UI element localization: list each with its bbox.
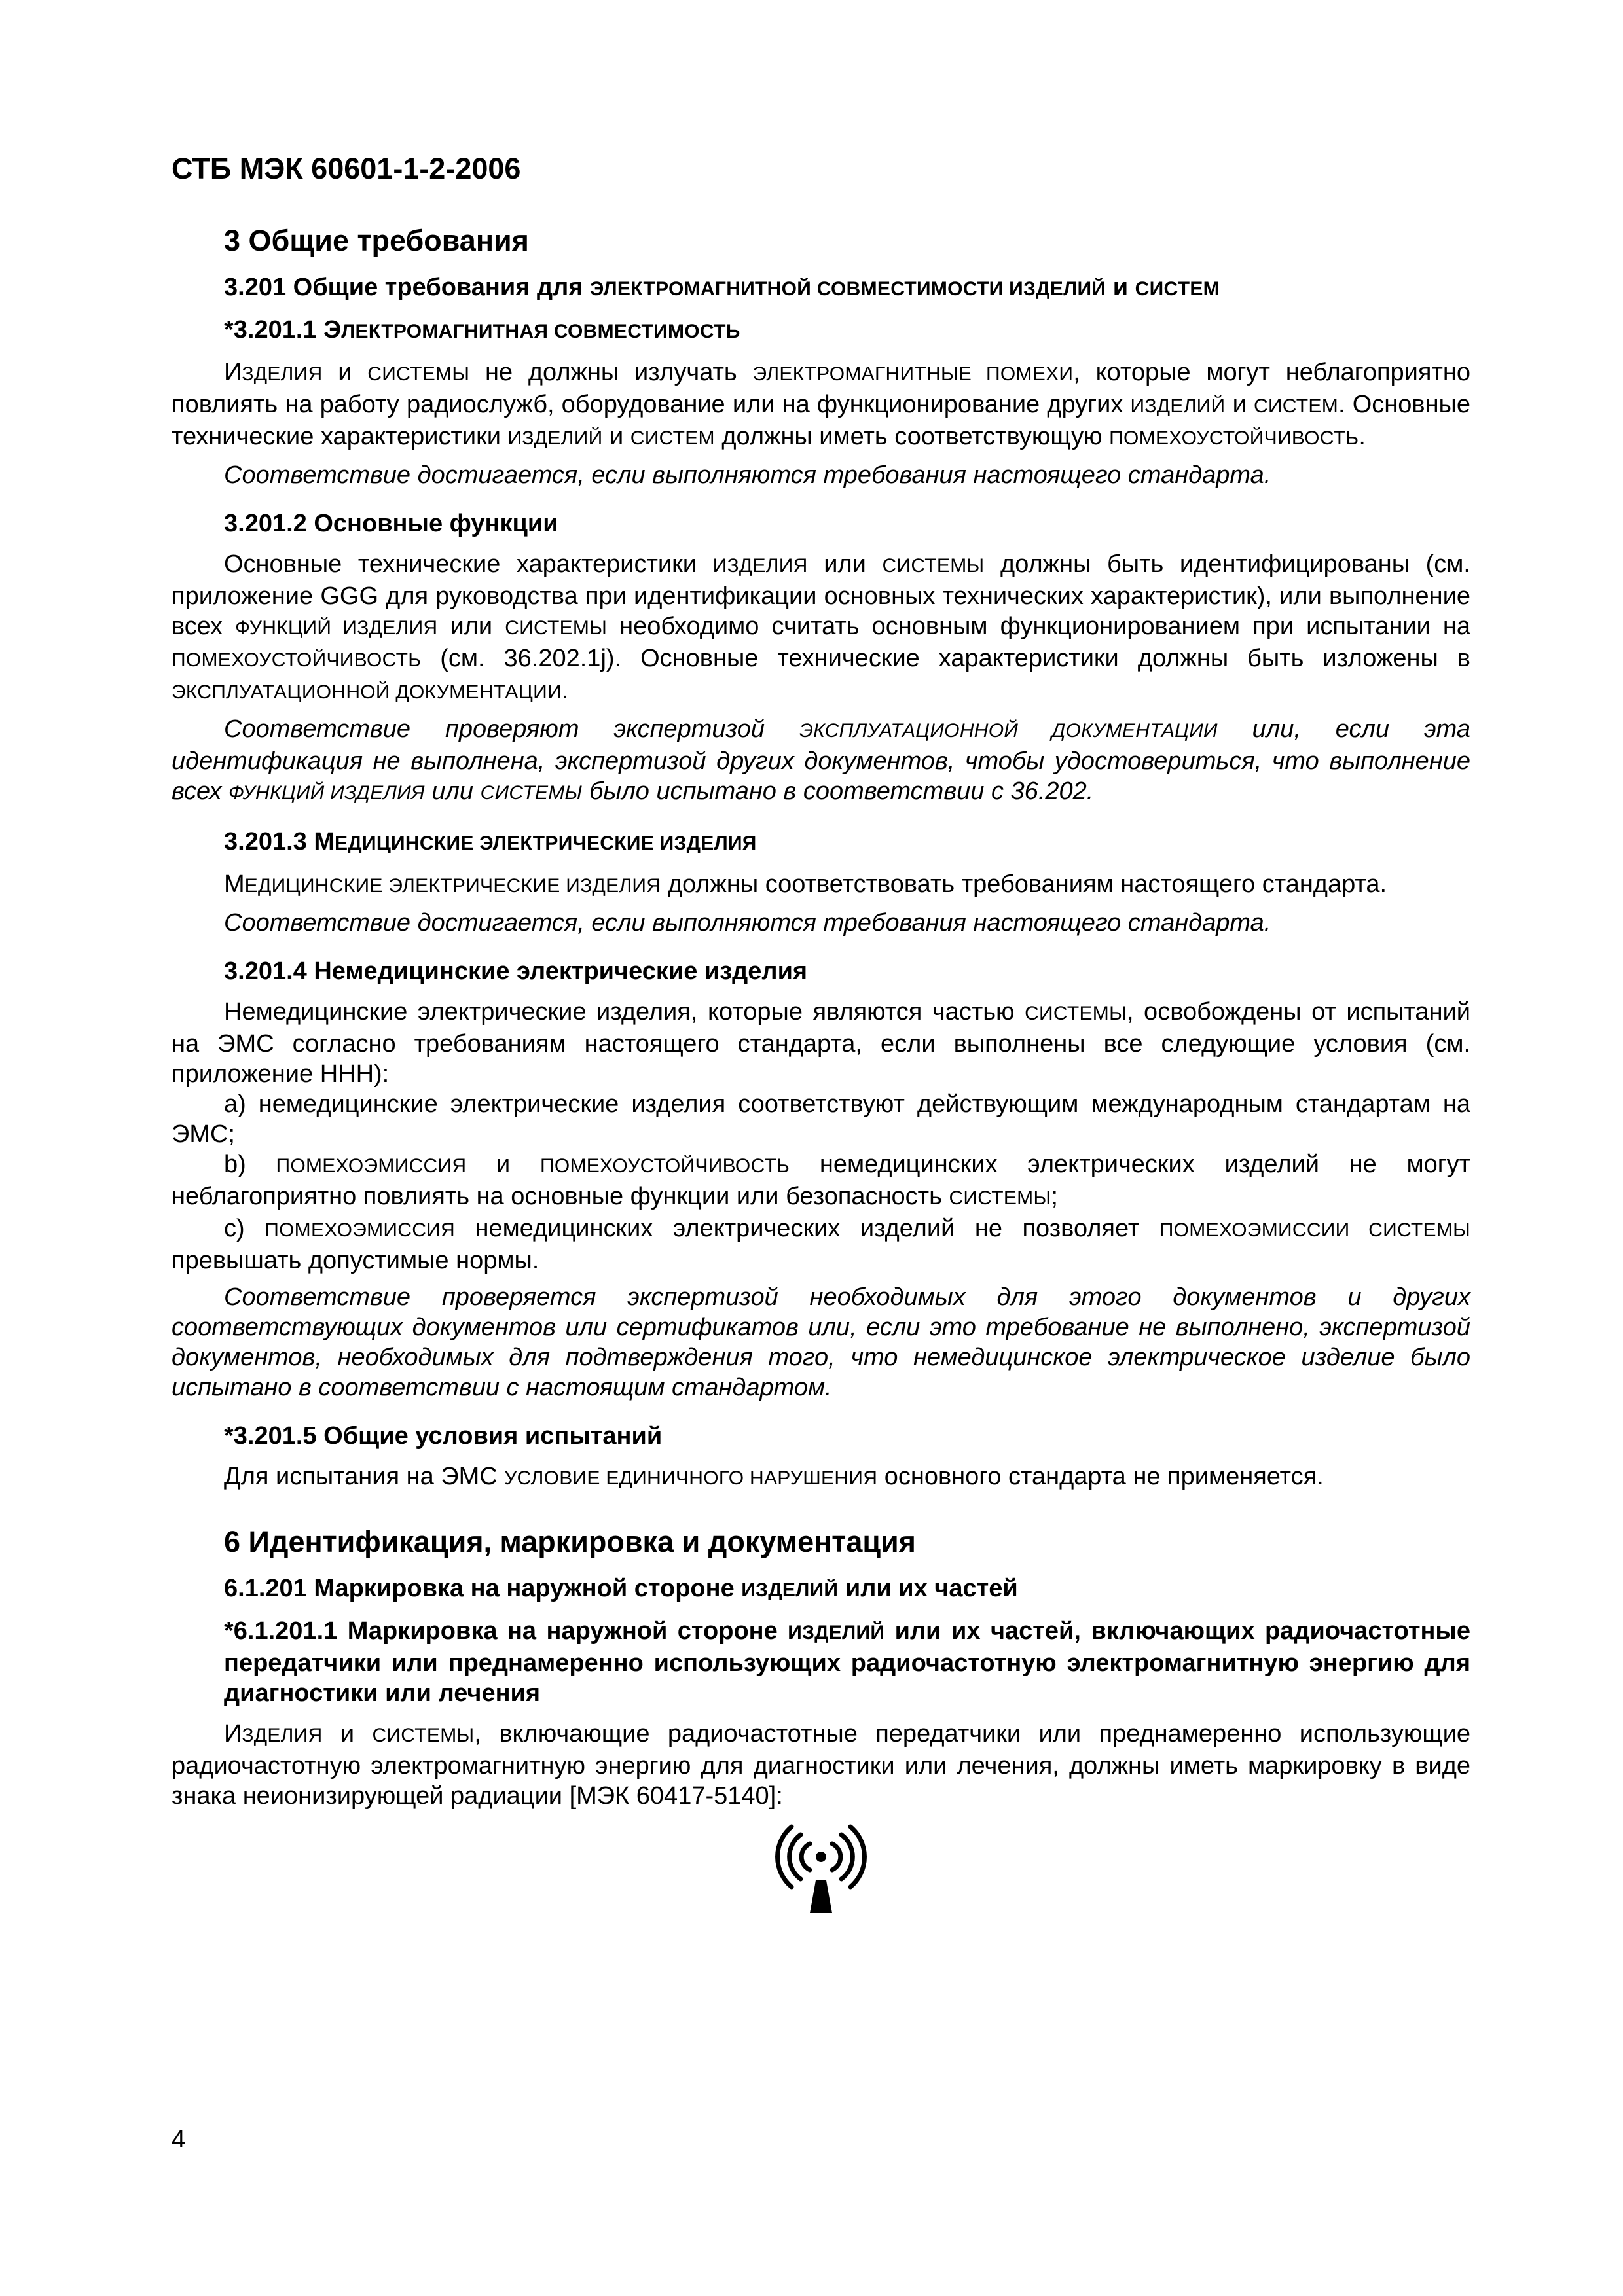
term-smallcaps: СИСТЕМЫ (882, 555, 985, 577)
body-text: ; (1051, 1183, 1058, 1210)
clause-3-201-2-text (172, 549, 1470, 708)
body-text: *6.1.201.1 Маркировка на наружной стороне (224, 1617, 788, 1645)
body-text: , которые могут неблагоприятно повлиять на работу радиослужб, оборудование или на функционирование других (172, 359, 1470, 418)
list-item-c (172, 1213, 1470, 1276)
term-smallcaps: СИСТЕМЫ (367, 363, 470, 385)
term-smallcaps: СИСТЕМЫ (949, 1187, 1051, 1209)
clause-6-1-201-1-text (172, 1719, 1470, 1811)
clause-number: 3.201.3 (224, 828, 314, 855)
clause-6-1-201-1-heading (172, 1616, 1470, 1708)
body-text: Для испытания на ЭМС (224, 1463, 505, 1490)
clause-3-201-4-text (172, 997, 1470, 1089)
section-6-heading: 6 Идентификация, маркировка и документация (224, 1525, 916, 1558)
term-initial: М (224, 870, 245, 898)
term-smallcaps: ИЗДЕЛИЙ (507, 427, 603, 449)
body-text: , включающие радиочастотные передатчики или преднамеренно использующие радиочастотную электромагнитную энергию для диагностики или лечения, должны иметь маркировку в виде знака неионизирующей радиации [МЭК 60417-5140]: (172, 1720, 1471, 1810)
term-smallcaps: СИСТЕМЫ (505, 617, 608, 639)
connector-text: и (466, 1151, 540, 1178)
term-smallcaps: ПОМЕХОУСТОЙЧИВОСТЬ (539, 1155, 790, 1177)
body-text: не должны излучать (469, 359, 753, 386)
body-text: должны иметь соответствующую (714, 423, 1110, 450)
symbol-container (172, 1824, 1470, 1923)
body-text: . (1359, 423, 1366, 450)
body-text: 6.1.201 Маркировка на наружной стороне (224, 1575, 742, 1602)
term-smallcaps: ПОМЕХОЭМИССИЯ (264, 1219, 456, 1241)
body-text: было испытано в соответствии с 36.202. (582, 778, 1094, 805)
connector-text: и (1225, 391, 1254, 418)
document-id-header: СТБ МЭК 60601-1-2-2006 (172, 152, 521, 185)
clause-3-201-3-compliance: Соответствие достигается, если выполняются требования настоящего стандарта. (224, 909, 1271, 937)
body-text: должны соответствовать требованиям настоящего стандарта. (661, 870, 1387, 898)
body-text: Немедицинские электрические изделия, которые являются частью (224, 998, 1025, 1026)
term-smallcaps: ИЗДЕЛИЙ (741, 1579, 839, 1601)
body-text: или их частей, включающих радиочастотные передатчики или преднамеренно использующих радиочастотную электромагнитную энергию для диагностики или лечения (224, 1617, 1470, 1707)
list-item-a: а) немедицинские электрические изделия соответствуют действующим международным стандартам на ЭМС; (172, 1090, 1470, 1148)
clause-3-201-heading (172, 272, 1470, 304)
clause-3-201-2-heading: 3.201.2 Основные функции (224, 510, 558, 537)
term-initial: Э (323, 316, 342, 344)
term-smallcaps: ЗДЕЛИЯ (242, 363, 323, 385)
clause-3-201-5-heading: *3.201.5 Общие условия испытаний (224, 1422, 663, 1450)
term-smallcaps: ЕДИЦИНСКИЕ ЭЛЕКТРИЧЕСКИЕ ИЗДЕЛИЯ (244, 875, 661, 897)
clause-3-201-5-text (172, 1462, 1470, 1494)
clause-number: *3.201.1 (224, 316, 324, 344)
body-text: немедицинских электрических изделий не позволяет (455, 1215, 1159, 1242)
section-3-heading: 3 Общие требования (224, 224, 529, 257)
body-text: Соответствие проверяют экспертизой (224, 715, 799, 743)
page-body (172, 221, 1470, 1923)
clause-6-1-201-heading (172, 1573, 1470, 1605)
clause-3-201-4-heading: 3.201.4 Немедицинские электрические изделия (224, 958, 808, 985)
term-smallcaps: УСЛОВИЕ ЕДИНИЧНОГО НАРУШЕНИЯ (504, 1467, 878, 1489)
connector-text: и (1106, 274, 1135, 301)
term-smallcaps: ПОМЕХОУСТОЙЧИВОСТЬ (172, 649, 422, 671)
term-smallcaps: ЗДЕЛИЯ (242, 1725, 323, 1746)
clause-3-201-3-heading (172, 827, 1470, 859)
non-ionizing-radiation-icon (772, 1824, 870, 1916)
term-smallcaps: ЭЛЕКТРОМАГНИТНЫЕ ПОМЕХИ (752, 363, 1074, 385)
term-smallcaps: ЛЕКТРОМАГНИТНАЯ СОВМЕСТИМОСТЬ (341, 321, 740, 342)
body-text: основного стандарта не применяется. (877, 1463, 1324, 1490)
body-text: , освобождены от испытаний на ЭМС согласно требованиям настоящего стандарта, если выполнены все следующие условия (см. приложение ННН): (172, 998, 1471, 1088)
term-initial: И (224, 1720, 242, 1748)
body-text: необходимо считать основным функционированием при испытании на (607, 613, 1470, 640)
list-marker: с) (224, 1215, 265, 1242)
term-smallcaps: ПОМЕХОЭМИССИИ СИСТЕМЫ (1159, 1219, 1470, 1241)
clause-3-201-3-text (172, 869, 1470, 901)
term-smallcaps: ИЗДЕЛИЙ (1130, 395, 1226, 417)
clause-3-201-4-compliance: Соответствие проверяется экспертизой необходимых для этого документов и других соответствующих документов или сертификатов или, если это требование не выполнено, экспертизой документов, необходимых для подтверждения того, что немедицинское электрическое изделие было испытано в соответствии с настоящим стандартом. (172, 1283, 1470, 1401)
term-smallcaps: ИЗДЕЛИЯ (712, 555, 808, 577)
term-smallcaps: ЭЛЕКТРОМАГНИТНОЙ СОВМЕСТИМОСТИ ИЗДЕЛИЙ (589, 278, 1106, 300)
list-item-b (172, 1149, 1470, 1213)
list-marker: b) (224, 1151, 276, 1178)
body-text: . Основные технические характеристики (172, 391, 1471, 450)
term-smallcaps: СИСТЕМ (1135, 278, 1220, 300)
body-text: (см. 36.202.1j). Основные технические характеристики должны быть изложены в (421, 645, 1470, 672)
clause-3-201-1-text (172, 357, 1470, 454)
body-text: или их частей (838, 1575, 1018, 1602)
clause-3-201-1-compliance: Соответствие достигается, если выполняются требования настоящего стандарта. (224, 461, 1271, 489)
connector-text: и (322, 1720, 373, 1748)
term-smallcaps: ПОМЕХОУСТОЙЧИВОСТЬ (1109, 427, 1359, 449)
term-smallcaps: СИСТЕМЫ (480, 782, 583, 804)
term-initial: М (314, 828, 335, 855)
term-smallcaps: ПОМЕХОЭМИССИЯ (276, 1155, 467, 1177)
clause-number: 3.201 Общие требования для (224, 274, 590, 301)
clause-3-201-1-heading (172, 315, 1470, 347)
connector-text: и (602, 423, 630, 450)
term-smallcaps: СИСТЕМЫ (372, 1725, 475, 1746)
term-smallcaps: ЭКСПЛУАТАЦИОННОЙ ДОКУМЕНТАЦИИ (172, 681, 562, 703)
connector-text: и (322, 359, 368, 386)
clause-3-201-2-compliance (172, 714, 1470, 808)
term-smallcaps: СИСТЕМ (1253, 395, 1338, 417)
term-smallcaps: ФУНКЦИЙ ИЗДЕЛИЯ (235, 617, 438, 639)
term-smallcaps: ИЗДЕЛИЙ (788, 1622, 885, 1643)
term-smallcaps: ЕДИЦИНСКИЕ ЭЛЕКТРИЧЕСКИЕ ИЗДЕЛИЯ (335, 833, 757, 854)
body-text: превышать допустимые нормы. (172, 1247, 539, 1274)
connector-text: или (424, 778, 481, 805)
connector-text: или (807, 550, 883, 578)
body-text: или, если эта идентификация не выполнена, экспертизой других документов, чтобы удостовериться, что выполнение всех (172, 715, 1471, 805)
body-text: должны быть идентифицированы (см. приложение GGG для руководства при идентификации основных технических характеристик), или выполнение всех (172, 550, 1470, 640)
term-smallcaps: ЭКСПЛУАТАЦИОННОЙ ДОКУМЕНТАЦИИ (799, 720, 1218, 742)
body-text: немедицинских электрических изделий не могут неблагоприятно повлиять на основные функции или безопасность (172, 1151, 1470, 1210)
page-number: 4 (172, 2126, 186, 2153)
term-smallcaps: ФУНКЦИЙ ИЗДЕЛИЯ (228, 782, 425, 804)
body-text: Основные технические характеристики (224, 550, 713, 578)
connector-text: или (437, 613, 505, 640)
term-initial: И (224, 359, 242, 386)
term-smallcaps: СИСТЕМЫ (1025, 1003, 1127, 1024)
term-smallcaps: СИСТЕМ (630, 427, 715, 449)
body-text: . (561, 677, 569, 704)
